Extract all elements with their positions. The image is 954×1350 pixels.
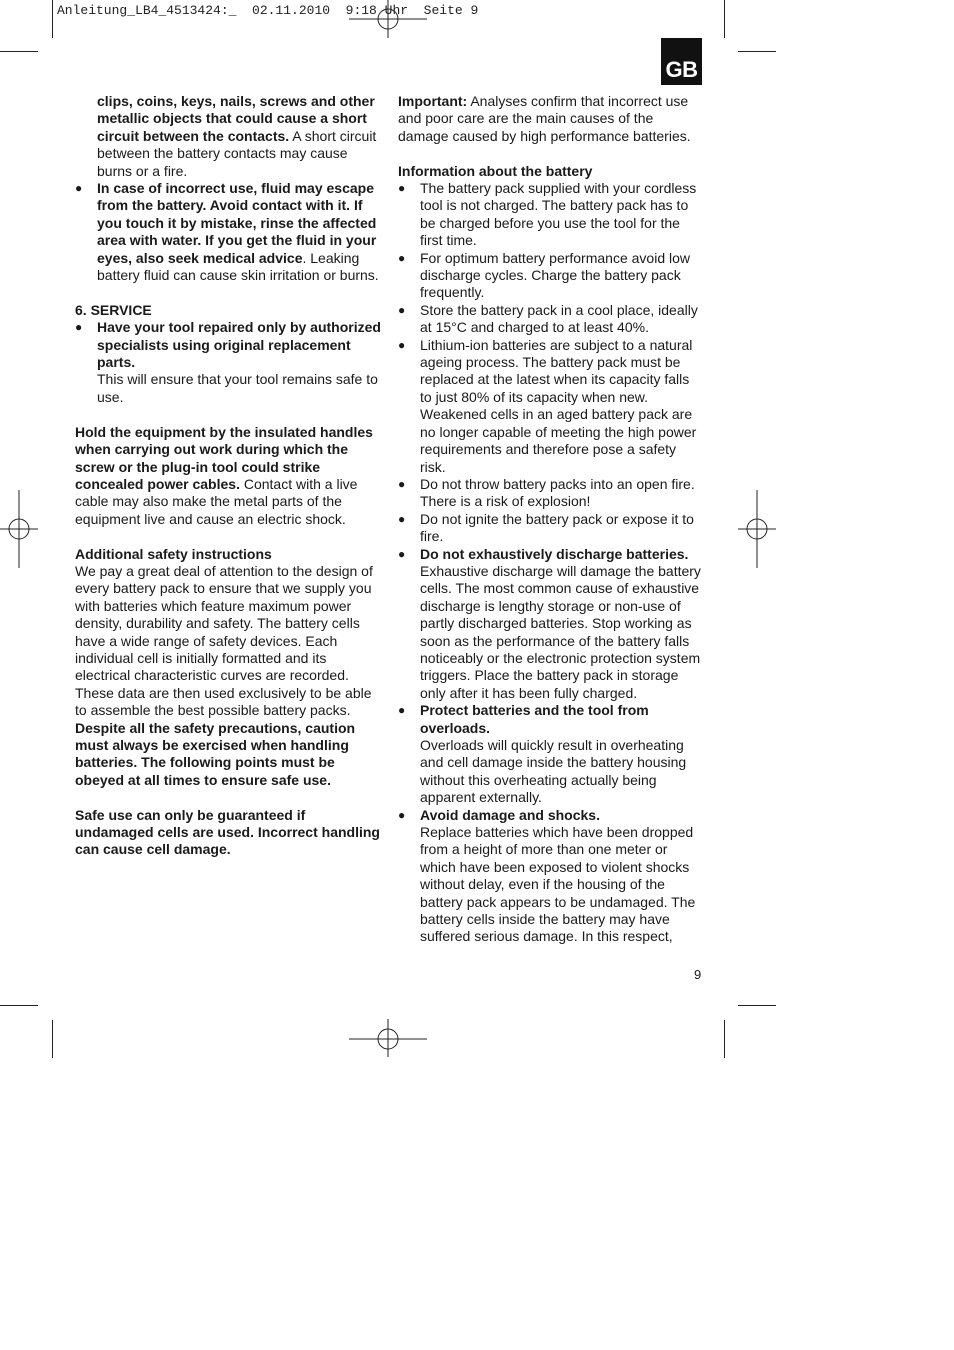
list-item: ● Lithium-ion batteries are subject to a natural ageing process. The battery pack must be replaced at the latest when its capacity falls to just 80% of its capacity when new. Weakened cells in an aged battery pack are no longer capable of meeting the high power requirements and therefore pose a safety risk. — [398, 336, 697, 475]
bullet-icon: ● — [398, 302, 406, 317]
list-item: ● Protect batteries and the tool from overloads. Overloads will quickly result in overheating and cell damage inside the battery housing without this overheating actually being apparent externally. — [398, 702, 687, 806]
bullet-icon: ● — [398, 807, 406, 822]
paragraph-insulated-handles: Hold the equipment by the insulated handles when carrying out work during which the screw or the plug-in tool could strike concealed power cables. Contact with a live cable may also make the metal parts of the equipment live and cause an electric shock. — [75, 423, 373, 527]
crop-mark — [724, 1020, 725, 1058]
list-item: ● Do not ignite the battery pack or expose it to fire. — [398, 510, 694, 545]
list-item-fluid-warning: ● In case of incorrect use, fluid may escape from the battery. Avoid contact with it. If you touch it by mistake, rinse the affected area with water. If you get the fluid in your eyes, also seek medical advice. Leaking battery fluid can cause skin irritation or burns. — [75, 180, 379, 284]
print-header: Anleitung_LB4_4513424:_ 02.11.2010 9:18 Uhr Seite 9 — [57, 3, 479, 18]
left-column — [75, 93, 381, 859]
paragraph-short-circuit: clips, coins, keys, nails, screws and other metallic objects that could cause a short circuit between the contacts. A short circuit between the battery contacts may cause burns or a fire. — [97, 93, 377, 179]
bullet-icon: ● — [398, 511, 406, 526]
crop-mark — [0, 51, 38, 52]
right-column — [398, 93, 704, 946]
bullet-icon: ● — [398, 181, 406, 196]
crop-mark — [52, 1020, 53, 1058]
registration-mark-left — [0, 490, 40, 570]
crop-mark — [724, 0, 725, 38]
bullet-icon: ● — [398, 546, 406, 561]
bullet-icon: ● — [398, 337, 406, 352]
bullet-icon: ● — [75, 181, 83, 196]
bullet-icon: ● — [398, 476, 406, 491]
registration-mark-right — [738, 490, 778, 570]
bullet-icon: ● — [75, 320, 83, 335]
crop-mark — [52, 0, 53, 38]
list-item: ● For optimum battery performance avoid low discharge cycles. Charge the battery pack frequently. — [398, 249, 690, 301]
list-item: ● Do not exhaustively discharge batteries. Exhaustive discharge will damage the battery cells. The most common cause of exhaustive discharge is lengthy storage or non-use of partly discharged batteries. Stop working as soon as the performance of the battery falls noticeably or the electronic protection system triggers. Place the battery pack in storage only after it has been fully charged. — [398, 545, 701, 701]
bullet-icon: ● — [398, 703, 406, 718]
battery-info-heading: Information about the battery — [398, 162, 593, 179]
registration-mark-bottom — [349, 1019, 429, 1059]
paragraph-safe-use: Safe use can only be guaranteed if undamaged cells are used. Incorrect handling can cause cell damage. — [75, 806, 380, 858]
paragraph-additional-safety: We pay a great deal of attention to the design of every battery pack to ensure that we supply you with batteries which feature maximum power density, durability and safety. The battery cells have a wide range of safety devices. Each individual cell is initially formatted and its electrical characteristic curves are recorded. These data are then used exclusively to be able to assemble the best possible battery packs. — [75, 562, 373, 719]
list-item: ● Store the battery pack in a cool place, ideally at 15°C and charged to at least 40%. — [398, 301, 698, 336]
list-item: ● The battery pack supplied with your cordless tool is not charged. The battery pack has to be charged before you use the tool for the first time. — [398, 180, 697, 249]
crop-mark — [738, 51, 776, 52]
bullet-icon: ● — [398, 250, 406, 265]
paragraph-caution: Despite all the safety precautions, caution must always be exercised when handling batteries. The following points must be obeyed at all times to ensure safe use. — [75, 719, 356, 788]
page-number: 9 — [694, 967, 702, 982]
list-item-service: ● Have your tool repaired only by authorized specialists using original replacement parts. This will ensure that your tool remains safe to use. — [75, 319, 381, 405]
service-heading: 6. SERVICE — [75, 301, 152, 318]
list-item: ● Avoid damage and shocks. Replace batteries which have been dropped from a height of more than one meter or which have been exposed to violent shocks without delay, even if the housing of the battery pack appears to be undamaged. The battery cells inside the battery may have suffered serious damage. In this respect, — [398, 806, 696, 945]
additional-safety-heading: Additional safety instructions — [75, 545, 272, 562]
paragraph-important: Important: Analyses confirm that incorrect use and poor care are the main causes of the damage caused by high performance batteries. — [398, 93, 691, 144]
registration-mark-top — [349, 0, 429, 40]
crop-mark — [738, 1005, 776, 1006]
language-badge: GB — [661, 38, 702, 85]
crop-mark — [0, 1005, 38, 1006]
list-item: ● Do not throw battery packs into an open fire. There is a risk of explosion! — [398, 475, 695, 510]
